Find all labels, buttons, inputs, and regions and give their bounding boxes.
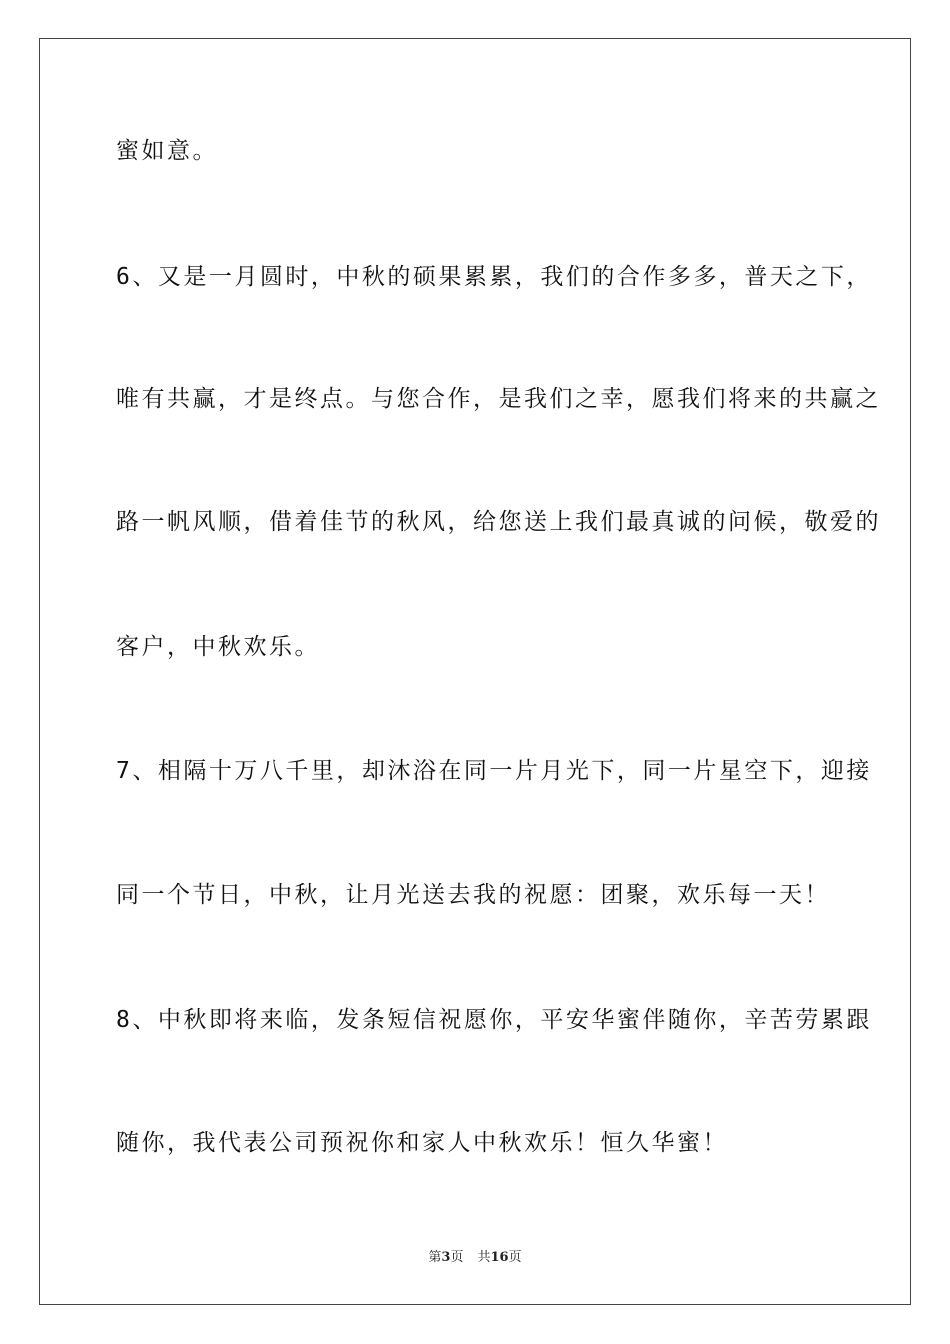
total-suffix: 页 (508, 1250, 522, 1265)
text-line-5: 客户，中秋欢乐。 (116, 634, 320, 660)
text-line-4: 路一帆风顺，借着佳节的秋风，给您送上我们最真诚的问候，敬爱的 (116, 509, 881, 535)
page-prefix: 第 (428, 1250, 442, 1265)
total-prefix: 共 (477, 1250, 491, 1265)
page-current: 3 (441, 1250, 451, 1265)
text-line-1: 蜜如意。 (116, 138, 218, 164)
text-line-9: 随你，我代表公司预祝你和家人中秋欢乐！恒久华蜜！ (116, 1130, 728, 1156)
page-total: 16 (490, 1250, 509, 1265)
page-footer (0, 1246, 950, 1265)
page-border (39, 38, 911, 1305)
text-line-6: 7、相隔十万八千里，却沐浴在同一片月光下，同一片星空下，迎接 (116, 758, 872, 784)
text-line-3: 唯有共赢，才是终点。与您合作，是我们之幸，愿我们将来的共赢之 (116, 386, 881, 412)
text-line-2: 6、又是一月圆时，中秋的硕果累累，我们的合作多多，普天之下， (116, 264, 872, 290)
page-suffix: 页 (450, 1250, 464, 1265)
text-line-8: 8、中秋即将来临，发条短信祝愿你，平安华蜜伴随你，辛苦劳累跟 (116, 1007, 872, 1033)
text-line-7: 同一个节日，中秋，让月光送去我的祝愿：团聚，欢乐每一天！ (116, 882, 830, 908)
